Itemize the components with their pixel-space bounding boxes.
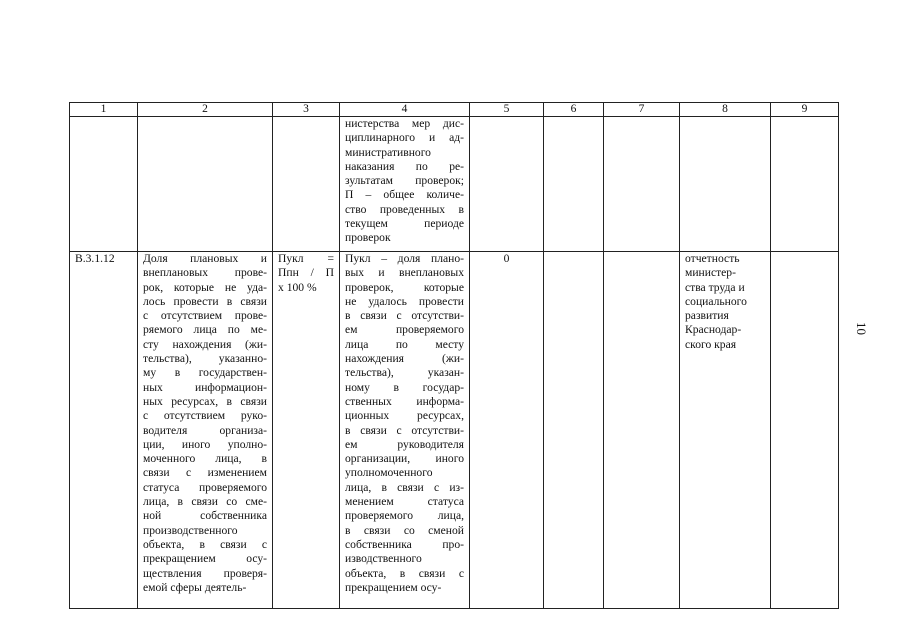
text-line: ных ресурсах, в связи bbox=[143, 394, 267, 408]
table-cell bbox=[544, 252, 604, 609]
text-line: уполномоченного bbox=[345, 466, 433, 480]
text-line: в связи с отсутстви- bbox=[345, 423, 464, 437]
text-line: проверяемого лица, bbox=[345, 509, 464, 523]
source-text bbox=[685, 252, 765, 352]
indicator-id: В.3.1.12 bbox=[75, 252, 115, 265]
text-line: водителя организа- bbox=[143, 423, 267, 437]
column-header: 8 bbox=[680, 103, 771, 117]
table-row-indicator bbox=[70, 252, 839, 609]
text-line: ции, иного уполно- bbox=[143, 437, 267, 451]
source-cell bbox=[680, 252, 771, 609]
table-header-row bbox=[70, 103, 839, 117]
text-line: ем проверяемого bbox=[345, 323, 464, 337]
table-cell bbox=[771, 252, 839, 609]
formula-description-cell bbox=[340, 252, 470, 609]
text-line: циплинарного и ад- bbox=[345, 131, 464, 145]
text-line: изводственного bbox=[345, 552, 422, 566]
text-line: х 100 % bbox=[278, 280, 317, 294]
text-line: вых и внеплановых bbox=[345, 266, 464, 280]
text-line: Ппн / П bbox=[278, 266, 334, 280]
text-line: с отсутствием прове- bbox=[143, 309, 267, 323]
page-number: 10 bbox=[854, 322, 869, 335]
text-line: рок, которые не уда- bbox=[143, 280, 267, 294]
text-line: тельства), указанно- bbox=[143, 352, 267, 366]
text-line: прекращением осу- bbox=[345, 580, 442, 594]
formula-description-text bbox=[345, 252, 464, 595]
text-line: зультатам проверок; bbox=[345, 174, 464, 188]
text-line: ному в государ- bbox=[345, 380, 464, 394]
table-cell bbox=[70, 117, 138, 252]
text-line: Пукл = bbox=[278, 252, 334, 265]
text-line: в связи со сменой bbox=[345, 523, 464, 537]
indicator-name-cell bbox=[138, 252, 273, 609]
table-cell bbox=[604, 252, 680, 609]
column-header: 6 bbox=[544, 103, 604, 117]
table-cell bbox=[604, 117, 680, 252]
text-line: с отсутствием руко- bbox=[143, 409, 267, 423]
text-line: не удалось провести bbox=[345, 294, 464, 308]
text-line: ем руководителя bbox=[345, 437, 464, 451]
text-line: связи с изменением bbox=[143, 466, 267, 480]
text-line: в связи с отсутстви- bbox=[345, 309, 464, 323]
text-line: прекращением осу- bbox=[143, 552, 267, 566]
text-line: проверок bbox=[345, 231, 391, 245]
text-line: развития bbox=[685, 309, 729, 323]
formula-cell bbox=[273, 252, 340, 609]
text-line: ционных ресурсах, bbox=[345, 409, 464, 423]
value-cell bbox=[470, 252, 544, 609]
text-line: ной собственника bbox=[143, 509, 267, 523]
column-header: 7 bbox=[604, 103, 680, 117]
table-cell bbox=[138, 117, 273, 252]
indicators-table bbox=[69, 102, 839, 609]
text-line: Доля плановых и bbox=[143, 252, 267, 265]
formula-text bbox=[278, 252, 334, 295]
column-header: 3 bbox=[273, 103, 340, 117]
text-line: лица, в связи со сме- bbox=[143, 495, 267, 509]
text-line: текущем периоде bbox=[345, 217, 464, 231]
text-line: статуса проверяемого bbox=[143, 480, 267, 494]
text-line: лица, в связи с из- bbox=[345, 480, 464, 494]
text-line: ского края bbox=[685, 337, 737, 351]
table-cell bbox=[680, 117, 771, 252]
text-line: лось провести в связи bbox=[143, 294, 267, 308]
table-cell bbox=[544, 117, 604, 252]
text-line: проверок, которые bbox=[345, 280, 464, 294]
column-header: 9 bbox=[771, 103, 839, 117]
text-line: нистерства мер дис- bbox=[345, 117, 464, 130]
table-row-continuation bbox=[70, 117, 839, 252]
text-line: менением статуса bbox=[345, 495, 464, 509]
text-line: министер- bbox=[685, 266, 736, 280]
text-line: ных информацион- bbox=[143, 380, 267, 394]
table-cell bbox=[273, 117, 340, 252]
column-header: 2 bbox=[138, 103, 273, 117]
table-cell bbox=[470, 117, 544, 252]
text-line: моченного лица, в bbox=[143, 452, 267, 466]
column-header: 4 bbox=[340, 103, 470, 117]
text-line: внеплановых прове- bbox=[143, 266, 267, 280]
indicator-id-cell bbox=[70, 252, 138, 609]
text-line: нахождения (жи- bbox=[345, 352, 464, 366]
text-line: отчетность bbox=[685, 252, 740, 265]
text-line: производственного bbox=[143, 523, 238, 537]
table-cell bbox=[771, 117, 839, 252]
column-header: 5 bbox=[470, 103, 544, 117]
text-line: му в государствен- bbox=[143, 366, 267, 380]
text-line: лица по месту bbox=[345, 337, 464, 351]
text-line: емой сферы деятель- bbox=[143, 580, 247, 594]
text-line: П – общее количе- bbox=[345, 188, 464, 202]
column-header: 1 bbox=[70, 103, 138, 117]
value-text: 0 bbox=[503, 252, 510, 265]
text-line: объекта, в связи с bbox=[143, 537, 267, 551]
text-line: собственника про- bbox=[345, 537, 464, 551]
text-line: Краснодар- bbox=[685, 323, 742, 337]
text-line: ряемого лица по ме- bbox=[143, 323, 267, 337]
formula-description-text bbox=[345, 117, 464, 246]
text-line: министративного bbox=[345, 145, 431, 159]
text-line: организации, иного bbox=[345, 452, 464, 466]
text-line: сту нахождения (жи- bbox=[143, 337, 267, 351]
text-line: ществления проверя- bbox=[143, 566, 267, 580]
text-line: объекта, в связи с bbox=[345, 566, 464, 580]
text-line: социального bbox=[685, 294, 747, 308]
text-line: ство проведенных в bbox=[345, 202, 464, 216]
text-line: тельства), указан- bbox=[345, 366, 464, 380]
text-line: ственных информа- bbox=[345, 394, 464, 408]
text-line: ства труда и bbox=[685, 280, 745, 294]
text-line: Пукл – доля плано- bbox=[345, 252, 464, 265]
formula-description-cell bbox=[340, 117, 470, 252]
text-line: наказания по ре- bbox=[345, 159, 464, 173]
indicator-name-text bbox=[143, 252, 267, 595]
